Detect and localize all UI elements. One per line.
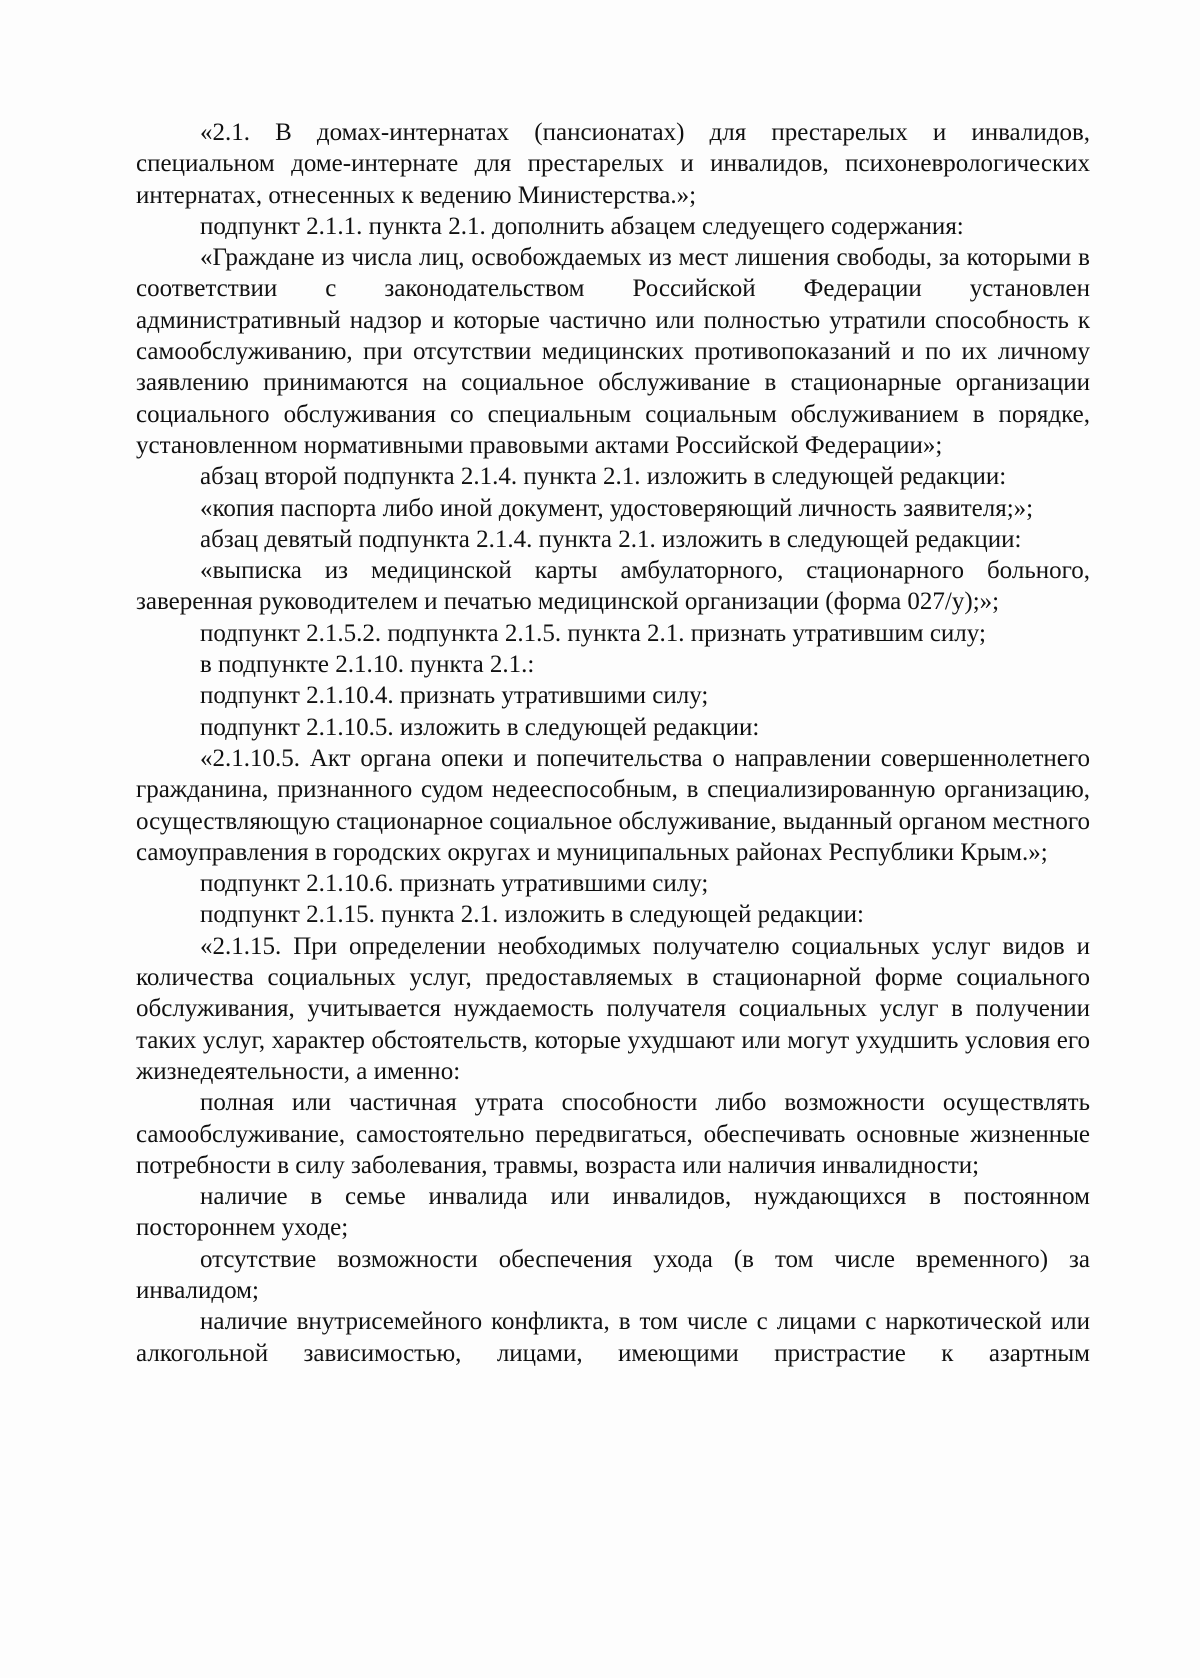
paragraph: отсутствие возможности обеспечения ухода (в том числе временного) за инвалидом; [136, 1245, 1090, 1304]
paragraph: «выписка из медицинской карты амбулаторного, стационарного больного, заверенная руководителем и печатью медицинской организации (форма 027/у);»; [136, 557, 1090, 616]
paragraph: в подпункте 2.1.10. пункта 2.1.: [200, 651, 535, 679]
paragraph: «2.1. В домах-интернатах (пансионатах) для престарелых и инвалидов, специальном доме-интернате для престарелых и инвалидов, психоневрологических интернатах, отнесенных к ведению Министерства.»; [136, 119, 1090, 209]
paragraph: подпункт 2.1.10.4. признать утратившими силу; [200, 682, 709, 710]
paragraph: подпункт 2.1.1. пункта 2.1. дополнить абзацем следуещего содержания: [200, 212, 964, 240]
paragraph: подпункт 2.1.5.2. подпункта 2.1.5. пункта 2.1. признать утратившим силу; [200, 619, 986, 647]
paragraph: наличие в семье инвалида или инвалидов, нуждающихся в постоянном постороннем уходе; [136, 1183, 1090, 1242]
paragraph: «копия паспорта либо иной документ, удостоверяющий личность заявителя;»; [200, 494, 1034, 522]
paragraph: наличие внутрисемейного конфликта, в том числе с лицами с наркотической или алкогольной зависимостью, лицами, имеющими пристрастие к азартным [136, 1308, 1090, 1367]
paragraph: абзац девятый подпункта 2.1.4. пункта 2.1. изложить в следующей редакции: [200, 525, 1022, 553]
paragraph: полная или частичная утрата способности либо возможности осуществлять самообслуживание, самостоятельно передвигаться, обеспечивать основные жизненные потребности в силу заболевания, травмы, возраста или наличия инвалидности; [136, 1089, 1090, 1179]
paragraph: «2.1.10.5. Акт органа опеки и попечительства о направлении совершеннолетнего гражданина, признанного судом недееспособным, в специализированную организацию, осуществляющую стационарное социальное обслуживание, выданный органом местного самоуправления в городских округах и муниципальных районах Республики Крым.»; [136, 744, 1090, 866]
paragraph: «2.1.15. При определении необходимых получателю социальных услуг видов и количества социальных услуг, предоставляемых в стационарной форме социального обслуживания, учитывается нуждаемость получателя социальных услуг в получении таких услуг, характер обстоятельств, которые ухудшают или могут ухудшить условия его жизнедеятельности, а именно: [136, 932, 1090, 1085]
paragraph: «Граждане из числа лиц, освобождаемых из мест лишения свободы, за которыми в соответствии с законодательством Российской Федерации установлен административный надзор и которые частично или полностью утратили способность к самообслуживанию, при отсутствии медицинских противопоказаний и по их личному заявлению принимаются на социальное обслуживание в стационарные организации социального обслуживания со специальным социальным обслуживанием в порядке, установленном нормативными правовыми актами Российской Федерации»; [136, 244, 1090, 459]
paragraph: подпункт 2.1.10.6. признать утратившими силу; [200, 870, 709, 898]
document-body [136, 117, 1090, 1369]
paragraph: абзац второй подпункта 2.1.4. пункта 2.1. изложить в следующей редакции: [200, 463, 1007, 491]
paragraph: подпункт 2.1.15. пункта 2.1. изложить в следующей редакции: [200, 901, 864, 929]
paragraph: подпункт 2.1.10.5. изложить в следующей редакции: [200, 713, 760, 741]
